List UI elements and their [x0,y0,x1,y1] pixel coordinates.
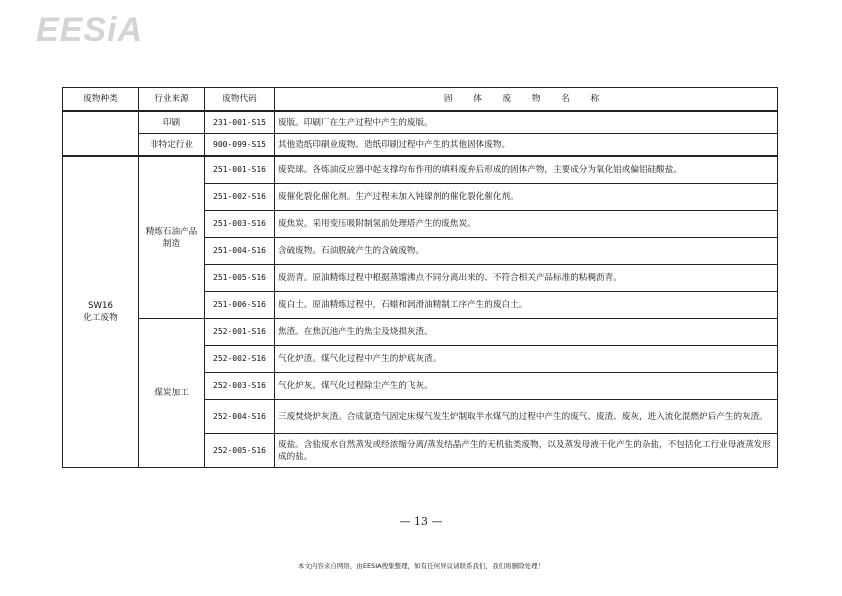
waste-code-cell: 252-001-S16 [205,319,275,346]
footer-note: 本文内容来自网络，由EESIA搜集整理，如有任何异议请联系我们，我们将删除处理！ [297,562,545,570]
category-cell-empty [63,111,139,156]
waste-name-cell: 废催化裂化催化剂。生产过程未加入钝镍剂的催化裂化催化剂。 [275,184,778,211]
waste-code-cell: 252-003-S16 [205,373,275,400]
table-row [63,111,778,134]
eesia-logo: EESiA [36,11,144,49]
waste-code-cell: 251-006-S16 [205,292,275,319]
waste-name-cell: 废沥青。原油精炼过程中根据蒸馏沸点不同分离出来的、不符合相关产品标准的粘稠沥青。 [275,265,778,292]
waste-name-cell: 三废焚烧炉灰渣。合成氨造气固定床煤气发生炉制取半水煤气的过程中产生的废气、废渣、废灰，进入流化混燃炉后产生的灰渣。 [275,400,778,434]
table-row [63,319,778,346]
industry-cell-coal: 煤炭加工 [139,319,205,468]
waste-code-cell: 252-004-S16 [205,400,275,434]
industry-cell: 印刷 [139,111,205,134]
waste-name-cell: 废焦炭。采用变压吸附制氢前处理塔产生的废焦炭。 [275,211,778,238]
waste-name-cell: 其他造纸印刷业废物。造纸印刷过程中产生的其他固体废物。 [275,134,778,157]
waste-code-cell: 900-099-S15 [205,134,275,157]
waste-name-cell: 气化炉灰。煤气化过程除尘产生的飞灰。 [275,373,778,400]
table-row [63,156,778,184]
industry-cell: 非特定行业 [139,134,205,157]
waste-code-cell: 252-005-S16 [205,434,275,468]
waste-code-cell: 251-001-S16 [205,156,275,184]
header-industry: 行业来源 [139,88,205,112]
waste-name-cell: 废盐。含盐废水自然蒸发或经浓缩分离/蒸发结晶产生的无机盐类废物，以及蒸发母液干化产生的杂盐，不包括化工行业母液蒸发形成的盐。 [275,434,778,468]
waste-code-cell: 231-001-S15 [205,111,275,134]
industry-cell-petroleum: 精炼石油产品制造 [139,156,205,319]
category-code: SW16 [88,301,113,311]
waste-name-cell: 含硫废物。石油脱硫产生的含硫废物。 [275,238,778,265]
waste-code-cell: 251-003-S16 [205,211,275,238]
category-cell-sw16 [63,156,139,468]
category-name: 化工废物 [83,313,118,323]
waste-code-cell: 251-004-S16 [205,238,275,265]
header-category: 废物种类 [63,88,139,112]
table-row [63,134,778,157]
waste-name-cell: 废白土。原油精炼过程中，石蜡和润滑油精制工序产生的废白土。 [275,292,778,319]
waste-code-cell: 252-002-S16 [205,346,275,373]
waste-name-cell: 气化炉渣。煤气化过程中产生的炉底灰渣。 [275,346,778,373]
waste-name-cell: 废瓷球。各炼油反应器中起支撑均布作用的填料废弃后形成的固体产物，主要成分为氧化铝或偏铝硅酸盐。 [275,156,778,184]
page-number: — 13 — [399,515,443,528]
table-header-row [63,88,778,112]
header-name: 固 体 废 物 名 称 [275,88,778,112]
waste-name-cell: 焦渣。在焦沉池产生的焦尘及烧损灰渣。 [275,319,778,346]
solid-waste-table [62,87,778,468]
header-code: 废物代码 [205,88,275,112]
waste-code-cell: 251-002-S16 [205,184,275,211]
waste-name-cell: 废版。印刷厂在生产过程中产生的废版。 [275,111,778,134]
waste-code-cell: 251-005-S16 [205,265,275,292]
